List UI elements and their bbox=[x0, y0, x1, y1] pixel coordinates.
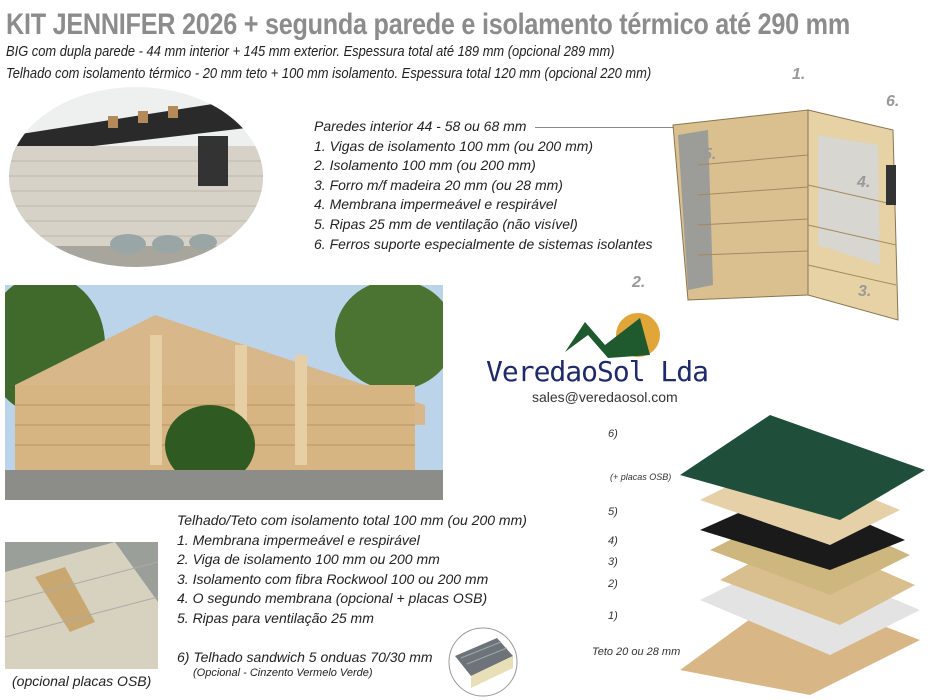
wall-marker-1: 1. bbox=[792, 66, 806, 83]
roof-item: 5. Ripas para ventilação 25 mm bbox=[177, 609, 374, 626]
layer-label-1: 1) bbox=[608, 610, 618, 622]
roof-item: 1. Membrana impermeável e respirável bbox=[177, 531, 420, 548]
walls-item: 3. Forro m/f madeira 20 mm (ou 28 mm) bbox=[314, 176, 563, 193]
roof-item: 3. Isolamento com fibra Rockwool 100 ou 200 mm bbox=[177, 570, 489, 587]
wall-marker-3: 3. bbox=[858, 283, 872, 300]
company-name: VeredaoSol Lda bbox=[486, 355, 709, 388]
layer-label-ceiling: Teto 20 ou 28 mm bbox=[592, 646, 681, 658]
walls-item: 2. Isolamento 100 mm (ou 200 mm) bbox=[314, 157, 536, 174]
house-wall-photo bbox=[8, 86, 264, 268]
sandwich-roof-label: 6) Telhado sandwich 5 onduas 70/30 mm bbox=[177, 649, 433, 665]
walls-heading: Paredes interior 44 - 58 ou 68 mm bbox=[314, 118, 527, 134]
subtitle-roof: Telhado com isolamento térmico - 20 mm teto + 100 mm isolamento. Espessura total 120 mm (opcional 220 mm) bbox=[6, 65, 652, 82]
roof-heading: Telhado/Teto com isolamento total 100 mm (ou 200 mm) bbox=[177, 512, 527, 528]
layer-label-4: 4) bbox=[608, 535, 618, 547]
subtitle-walls: BIG com dupla parede - 44 mm interior + 145 mm exterior. Espessura total até 189 mm (opcional 289 mm) bbox=[6, 43, 615, 60]
layer-label-2: 2) bbox=[608, 578, 618, 590]
layer-label-osb: (+ placas OSB) bbox=[610, 472, 672, 482]
roof-osb-photo bbox=[5, 542, 158, 669]
cabin-photo bbox=[5, 285, 443, 500]
layer-label-3: 3) bbox=[608, 556, 618, 568]
wall-marker-4: 4. bbox=[857, 174, 871, 191]
walls-item: 1. Vigas de isolamento 100 mm (ou 200 mm) bbox=[314, 137, 594, 154]
roof-item: 2. Viga de isolamento 100 mm ou 200 mm bbox=[177, 551, 440, 568]
roof-item: 4. O segundo membrana (opcional + placas OSB) bbox=[177, 590, 488, 607]
sandwich-roof-note: (Opcional - Cinzento Vermelo Verde) bbox=[193, 667, 373, 679]
roof-layers-diagram bbox=[660, 410, 930, 695]
wall-cross-section-diagram bbox=[668, 95, 923, 325]
leader-line bbox=[535, 127, 675, 128]
walls-item: 4. Membrana impermeável e respirável bbox=[314, 196, 557, 213]
roof-photo-caption: (opcional placas OSB) bbox=[12, 673, 152, 689]
company-email[interactable]: sales@veredaosol.com bbox=[532, 389, 678, 405]
wall-marker-6: 6. bbox=[886, 93, 900, 110]
wall-marker-5: 5. bbox=[703, 146, 717, 163]
layer-label-6: 6) bbox=[608, 428, 618, 440]
walls-item: 6. Ferros suporte especialmente de sistemas isolantes bbox=[314, 235, 653, 252]
walls-item: 5. Ripas 25 mm de ventilação (não visível) bbox=[314, 215, 578, 232]
layer-label-5: 5) bbox=[608, 506, 618, 518]
logo-mark bbox=[560, 310, 670, 360]
sandwich-panel-image bbox=[447, 626, 519, 698]
wall-marker-2: 2. bbox=[632, 274, 646, 291]
page-title: KIT JENNIFER 2026 + segunda parede e isolamento térmico até 290 mm bbox=[6, 8, 850, 41]
